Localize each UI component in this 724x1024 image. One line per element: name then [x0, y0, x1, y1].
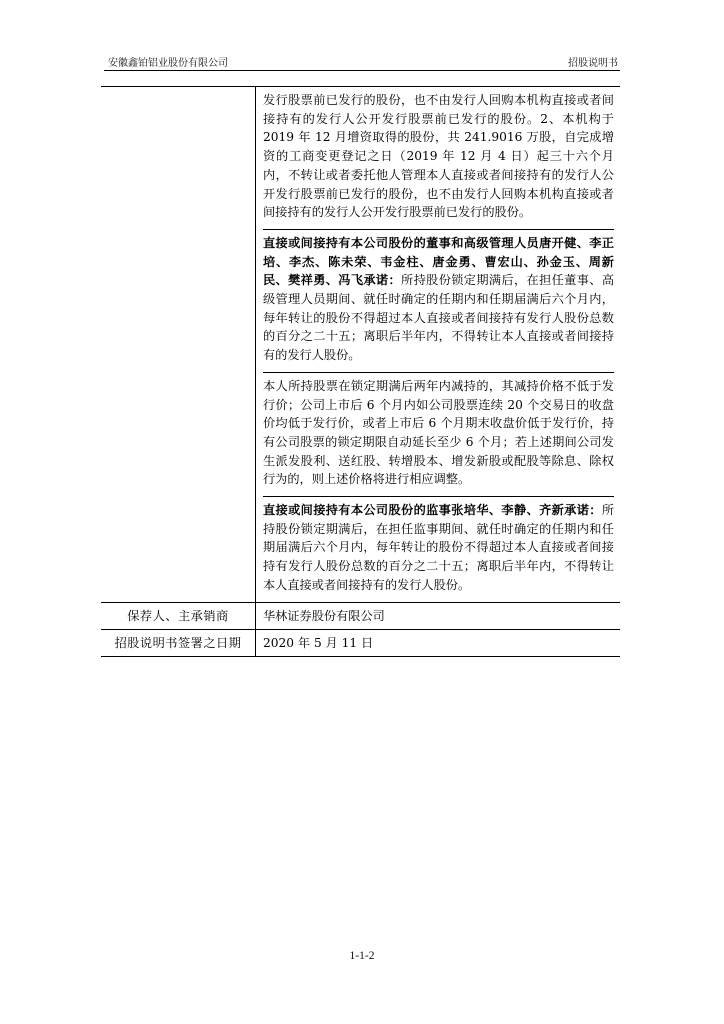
company-name: 安徽鑫铂铝业股份有限公司 — [108, 58, 228, 69]
supervisors-commitment-body: 所持股份锁定期满后，在担任监事期间、就任时确定的任期内和任期届满后六个月内，每年转让的股份不得超过本人直接或者间接持有发行人股份总数的百分之二十五；离职后半年内，不得转让本人直接或者间接持有的发行人股份。 — [263, 503, 614, 592]
supervisors-commitment-block — [263, 496, 614, 602]
signing-date-label: 招股说明书签署之日期 — [101, 629, 256, 656]
prospectus-table — [101, 86, 620, 657]
document-type: 招股说明书 — [568, 58, 618, 69]
signing-date-value: 2020 年 5 月 11 日 — [256, 629, 621, 656]
lockup-label-cell — [101, 87, 256, 603]
directors-commitment-text — [263, 234, 614, 365]
supervisors-commitment-text — [263, 501, 614, 595]
directors-commitment-heading: 直接或间接持有本公司股份的董事和高级管理人员唐开健、李正培、李杰、陈未荣、韦金柱、唐金勇、曹宏山、孙金玉、周新民、樊祥勇、冯飞承诺： — [263, 235, 614, 288]
sponsor-label: 保荐人、主承销商 — [101, 602, 256, 629]
page-number: 1-1-2 — [349, 950, 375, 962]
page-header — [104, 51, 620, 71]
institution-lockup-text: 发行股票前已发行的股份，也不由发行人回购本机构直接或者间接持有的发行人公开发行股票前已发行的股份。2、本机构于2019 年 12 月增资取得的股份，共 241.9016 万股，自完成增资的工商变更登记之日（2019 年 12 月 4 日）起三十六个月内，不转让或者委托他人管理本人直接或者间接持有的发行人公开发行股票前已发行的股份，也不由发行人回购本机构直接或者间接持有的发行人公开发行股票前已发行的股份。 — [263, 93, 614, 220]
lockup-commitment-row — [101, 87, 620, 603]
reduction-price-block — [263, 372, 614, 496]
lockup-content-cell — [256, 87, 621, 603]
institution-lockup-block — [263, 87, 614, 229]
directors-commitment-body: 所持股份锁定期满后，在担任董事、高级管理人员期间、就任时确定的任期内和任期届满后六个月内，每年转让的股份不得超过本人直接或者间接持有发行人股份总数的百分之二十五；离职后半年内，不得转让本人直接或者间接持有的发行人股份。 — [263, 273, 615, 363]
directors-commitment-block — [263, 229, 614, 372]
reduction-price-text: 本人所持股票在锁定期满后两年内减持的，其减持价格不低于发行价；公司上市后 6 个月内如公司股票连续 20 个交易日的收盘价均低于发行价，或者上市后 6 个月期末收盘价低于发行价，持有公司股票的锁定期限自动延长至少 6 个月；若上述期间公司发生派发股利、送红股、转增股本、增发新股或配股等除息、除权行为的，则上述价格将进行相应调整。 — [263, 378, 614, 487]
sponsor-row — [101, 602, 620, 629]
supervisors-commitment-heading: 直接或间接持有本公司股份的监事张培华、李静、齐新承诺： — [263, 503, 602, 518]
sponsor-value: 华林证券股份有限公司 — [256, 602, 621, 629]
signing-date-row — [101, 629, 620, 656]
